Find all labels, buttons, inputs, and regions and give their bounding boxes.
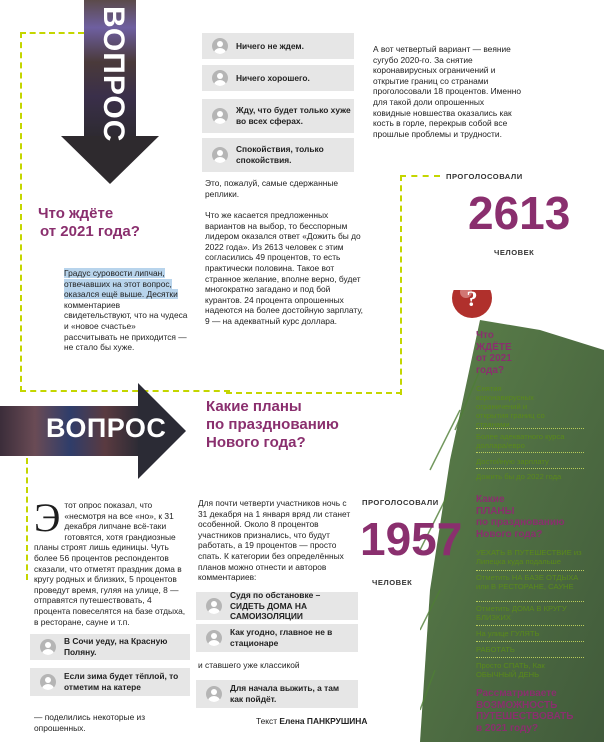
quote-bubble bbox=[196, 624, 358, 652]
sidebar-title-line: ЖДЁТЕ bbox=[476, 341, 512, 353]
divider bbox=[476, 601, 584, 602]
divider bbox=[476, 468, 584, 469]
guide-line bbox=[20, 32, 22, 392]
question-1-title bbox=[38, 205, 140, 241]
question-1-body: Что же касается предложенных вариантов на выбор, то бесспорным лидером оказался ответ «Дожить бы до 2022 года». Из 2613 человек с этим согласились 49 процентов, то есть практически половина. Такое вот странное желание, вполне верно, будет многократно загадано и под бой курантов. 24 процента опрошенных надеются на более достойную зарплату, 9 — на адекватный курс доллара. bbox=[205, 210, 364, 326]
quote-text: Ничего хорошего. bbox=[236, 72, 310, 83]
quote-text: Ничего не ждем. bbox=[236, 40, 304, 51]
avatar-icon bbox=[212, 108, 228, 124]
question-1-right-column: А вот четвертый вариант — веяние сугубо 2020-го. За снятие коронавирусных ограничений и открытие границ со странами проголосовали 18 процентов. Именно для такой доли опрошенных ковидные новшества оказались как кость в горле, перекрыв собой все прошлые проблемы и трудности. bbox=[373, 44, 522, 139]
quote-text: В Сочи уеду, на Красную Поляну. bbox=[64, 636, 168, 657]
avatar-icon bbox=[206, 686, 222, 702]
divider bbox=[476, 428, 584, 429]
divider bbox=[476, 452, 584, 453]
title-line: Какие планы bbox=[206, 398, 302, 415]
quote-bubble bbox=[30, 668, 190, 696]
intro-rest: комментариев свидетельствуют, что на чудеса и «новое счастье» рассчитывать не приходится — не стало бы хуже. bbox=[64, 299, 188, 353]
author-credit bbox=[256, 716, 367, 727]
voted-count: 2613 bbox=[468, 187, 571, 239]
sidebar-question-3 bbox=[476, 688, 573, 734]
sidebar-title-line: года? bbox=[476, 364, 505, 376]
guide-line bbox=[226, 392, 402, 394]
avatar-icon bbox=[212, 38, 228, 54]
question-2-mid-body: Для почти четверти участников ночь с 31 декабря на 1 января вряд ли станет особенной. Около 8 процентов участников признались, что будут работать, а 19 процентов — просто спать. К категории без определённых планов можно отнести и авторов комментариев: bbox=[198, 498, 351, 583]
quote-text: Жду, что будет только хуже во всех сферах. bbox=[236, 105, 351, 126]
credit-label: Текст bbox=[256, 716, 278, 726]
quote-bubble bbox=[202, 33, 354, 59]
guide-line bbox=[400, 175, 402, 395]
question-arrow-label: ВОПРОС bbox=[97, 6, 130, 143]
quote-text: Спокойствия, только спокойствия. bbox=[236, 144, 324, 165]
question-1-after-quotes: Это, пожалуй, самые сдержанные реплики. bbox=[205, 178, 339, 199]
divider bbox=[476, 641, 584, 642]
quote-text: Для начала выжить, а там как пойдёт. bbox=[230, 683, 340, 704]
avatar-icon bbox=[206, 598, 222, 614]
sidebar-title-line: ВОЗМОЖНОСТЬ bbox=[476, 699, 558, 711]
sidebar-title-line: Нового года? bbox=[476, 528, 543, 540]
sidebar-title-line: Рассматриваете bbox=[476, 688, 557, 699]
divider bbox=[476, 625, 584, 626]
credit-name: Елена ПАНКРУШИНА bbox=[279, 716, 368, 726]
voted-label: ПРОГОЛОСОВАЛИ bbox=[362, 498, 439, 507]
sidebar-title-line: ПЛАНЫ bbox=[476, 505, 515, 517]
avatar-icon bbox=[212, 147, 228, 163]
sidebar-title-line: ПУТЕШЕСТВОВАТЬ bbox=[476, 711, 574, 722]
guide-line bbox=[20, 390, 230, 392]
sidebar-title-line: Какие bbox=[476, 494, 505, 505]
body-text: тот опрос показал, что «несмотря на все «но», к 31 декабря липчане всё-таки готовятся, хотя грандиозные планы строят лишь единицы. Чуть более 56 процентов респондентов сказали, что отметят праздник дома в кругу родных и близких, 5 процентов проведут время, гуляя на улице, 8 — отправятся путешествовать, 4 процента повеселятся на базе отдыха, в ресторане, сауне и т.п. bbox=[34, 500, 186, 627]
question-2-title bbox=[206, 398, 339, 452]
quote-bubble bbox=[30, 634, 190, 660]
sidebar-option: РАБОТАТЬ bbox=[476, 645, 515, 654]
question-arrow-down-head bbox=[61, 136, 159, 184]
question-2-mid-between: и ставшего уже классикой bbox=[198, 660, 300, 670]
sidebar-question-1 bbox=[476, 330, 512, 376]
sidebar-title-line: в 2021 году? bbox=[476, 722, 539, 734]
quote-bubble bbox=[202, 138, 354, 172]
sidebar-question-2 bbox=[476, 494, 565, 540]
intro-highlight: Градус суровости липчан, отвечавших на этот вопрос, оказался ещё выше. Десятки bbox=[64, 268, 178, 300]
title-line: Нового года? bbox=[206, 434, 306, 451]
people-label: ЧЕЛОВЕК bbox=[372, 578, 413, 587]
quote-bubble bbox=[202, 65, 354, 91]
sidebar-option: УЕХАТЬ В ПУТЕШЕСТВИЕ из Липецка куда подальше bbox=[476, 548, 582, 566]
question-2-left-after: — поделились некоторые из опрошенных. bbox=[34, 712, 146, 733]
sidebar-title-line: Что bbox=[476, 330, 494, 341]
sidebar-title-line: от 2021 bbox=[476, 353, 512, 364]
quote-bubble bbox=[202, 99, 354, 133]
divider bbox=[476, 570, 584, 571]
sidebar-option: Отметить НА БАЗЕ ОТДЫХА или В РЕСТОРАНЕ, САУНЕ bbox=[476, 573, 579, 591]
avatar-icon bbox=[40, 639, 56, 655]
sidebar-option: На улице ГУЛЯТЬ bbox=[476, 629, 540, 638]
divider bbox=[476, 657, 584, 658]
sidebar-option: Дожить бы до 2022 года bbox=[476, 472, 562, 481]
sidebar-title-line: по празднованию bbox=[476, 517, 565, 528]
people-label: ЧЕЛОВЕК bbox=[494, 248, 535, 257]
voted-count: 1957 bbox=[360, 513, 463, 565]
question-2-left-body bbox=[34, 495, 186, 627]
avatar-icon bbox=[206, 630, 222, 646]
sidebar-option: Достойную зарплату bbox=[476, 457, 549, 466]
avatar-icon bbox=[212, 70, 228, 86]
voted-label: ПРОГОЛОСОВАЛИ bbox=[446, 172, 523, 181]
quote-text: Судя по обстановке – СИДЕТЬ ДОМА НА САМОИЗОЛЯЦИИ bbox=[230, 590, 321, 622]
guide-line bbox=[20, 32, 84, 34]
title-line: Что ждёте bbox=[38, 205, 114, 222]
sidebar-option: Более адекватного курса доллара/евро bbox=[476, 432, 565, 450]
question-arrow-label: ВОПРОС bbox=[46, 413, 167, 443]
svg-text:?: ? bbox=[466, 290, 478, 311]
quote-bubble bbox=[196, 680, 358, 708]
sidebar-option: Снятия коронавирусных ограничений и открытия границ со странами bbox=[476, 384, 545, 429]
guide-line bbox=[400, 175, 440, 177]
title-line: от 2021 года? bbox=[40, 223, 140, 240]
sidebar-option: Отметить ДОМА В КРУГУ БЛИЗКИХ bbox=[476, 604, 567, 622]
question-1-intro bbox=[64, 268, 189, 353]
quote-text: Как угодно, главное не в стационаре bbox=[230, 627, 333, 648]
avatar-icon bbox=[40, 674, 56, 690]
drop-cap: Э bbox=[34, 495, 61, 540]
guide-line bbox=[26, 458, 28, 580]
title-line: по празднованию bbox=[206, 416, 339, 433]
sidebar-option: Просто СПАТЬ, Как ОБЫЧНЫЙ ДЕНЬ bbox=[476, 661, 545, 679]
quote-text: Если зима будет тёплой, то отметим на катере bbox=[64, 671, 179, 692]
quote-bubble bbox=[196, 592, 358, 620]
